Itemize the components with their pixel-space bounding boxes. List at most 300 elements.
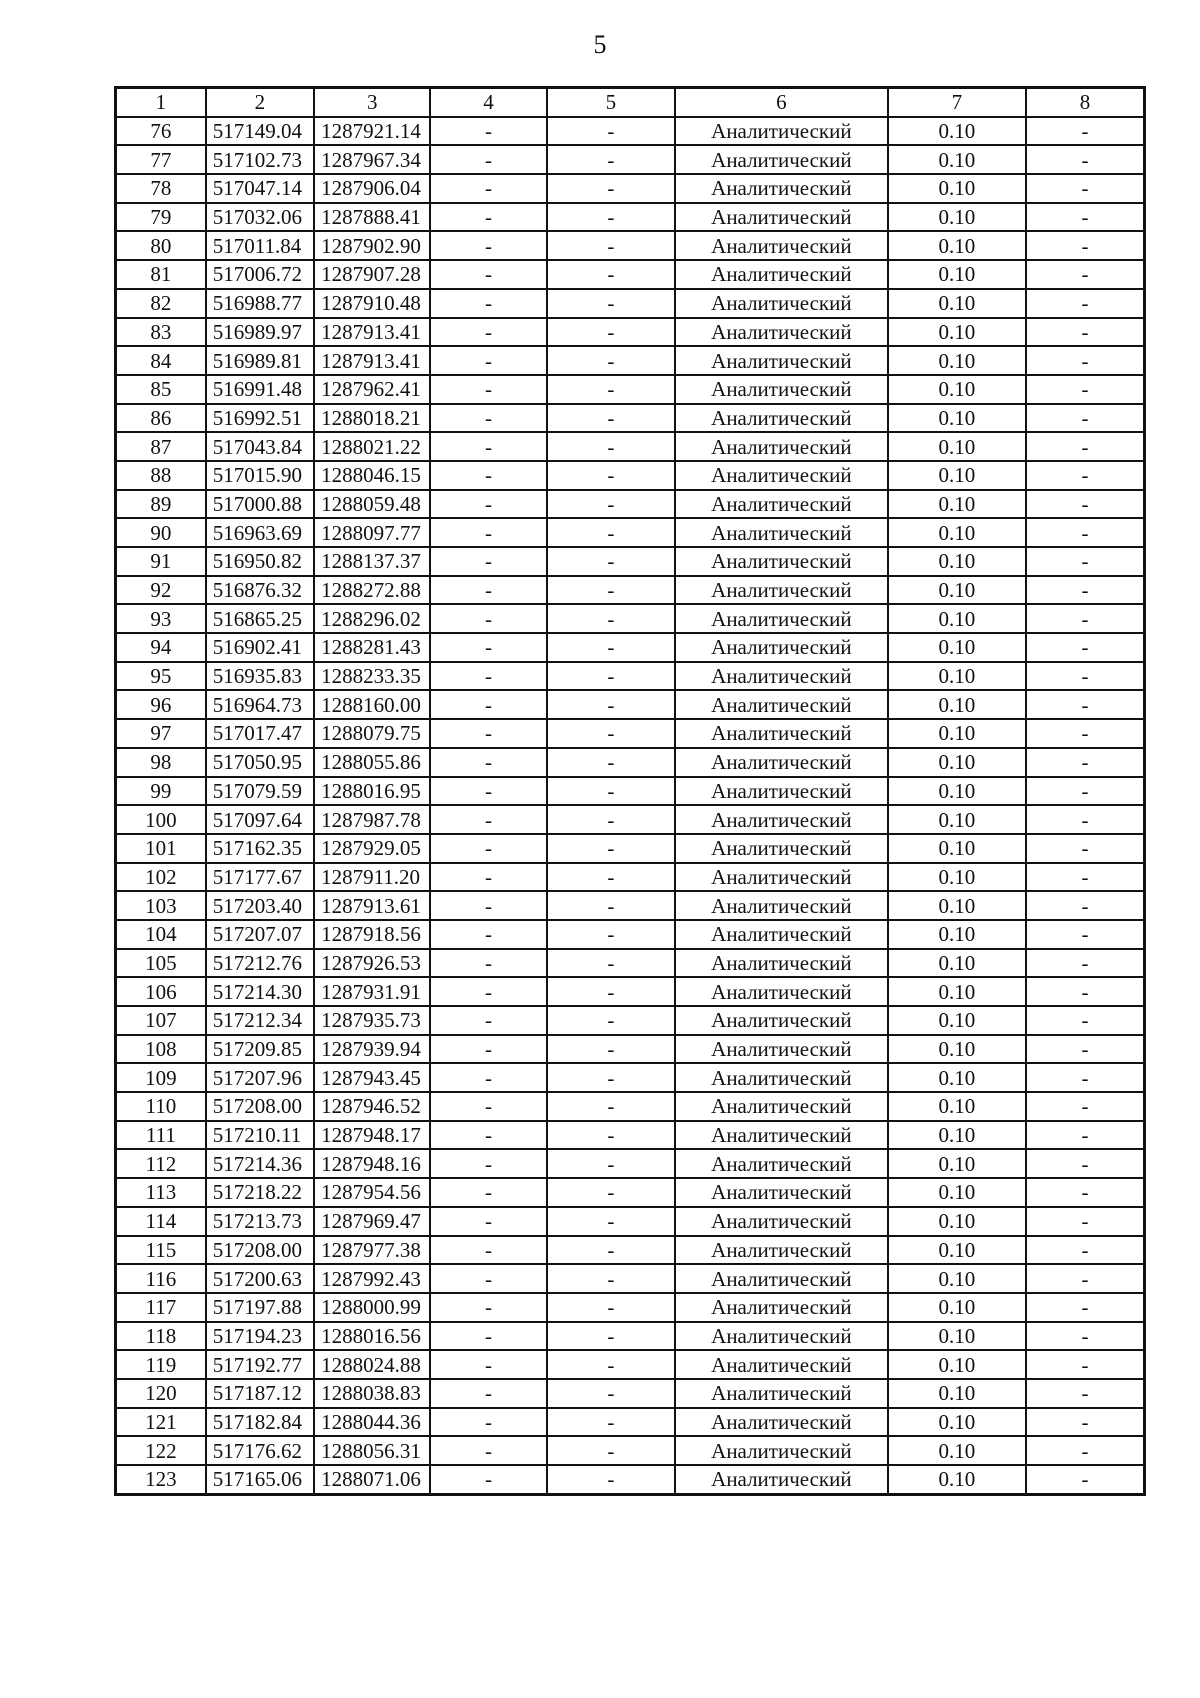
- cell-point-number: 101: [116, 834, 206, 863]
- cell-point-number: 91: [116, 547, 206, 576]
- cell-method: Аналитический: [675, 1379, 888, 1408]
- cell-col-4: -: [430, 1178, 546, 1207]
- cell-point-number: 103: [116, 891, 206, 920]
- cell-accuracy: 0.10: [888, 805, 1026, 834]
- cell-accuracy: 0.10: [888, 375, 1026, 404]
- cell-coord-y: 1288038.83: [314, 1379, 430, 1408]
- cell-coord-y: 1287943.45: [314, 1063, 430, 1092]
- table-row: [116, 891, 1145, 920]
- table-row: [116, 117, 1145, 146]
- table-row: [116, 1149, 1145, 1178]
- table-row: [116, 1264, 1145, 1293]
- cell-col-4: -: [430, 1408, 546, 1437]
- cell-accuracy: 0.10: [888, 318, 1026, 347]
- cell-coord-y: 1287948.16: [314, 1149, 430, 1178]
- table-row: [116, 404, 1145, 433]
- cell-method: Аналитический: [675, 920, 888, 949]
- table-row: [116, 1035, 1145, 1064]
- cell-point-number: 76: [116, 117, 206, 146]
- cell-method: Аналитический: [675, 1207, 888, 1236]
- cell-method: Аналитический: [675, 1121, 888, 1150]
- cell-col-5: -: [547, 461, 675, 490]
- cell-coord-y: 1288024.88: [314, 1350, 430, 1379]
- cell-method: Аналитический: [675, 834, 888, 863]
- cell-accuracy: 0.10: [888, 1379, 1026, 1408]
- cell-accuracy: 0.10: [888, 1207, 1026, 1236]
- cell-accuracy: 0.10: [888, 404, 1026, 433]
- table-row: [116, 690, 1145, 719]
- cell-col-4: -: [430, 289, 546, 318]
- cell-col-8: -: [1026, 662, 1144, 691]
- cell-method: Аналитический: [675, 1236, 888, 1265]
- cell-point-number: 106: [116, 977, 206, 1006]
- table-row: [116, 863, 1145, 892]
- table-row: [116, 662, 1145, 691]
- table-row: [116, 604, 1145, 633]
- cell-coord-x: 517209.85: [206, 1035, 314, 1064]
- cell-coord-x: 516963.69: [206, 518, 314, 547]
- cell-coord-x: 517162.35: [206, 834, 314, 863]
- cell-col-5: -: [547, 633, 675, 662]
- cell-col-5: -: [547, 662, 675, 691]
- cell-coord-x: 517207.96: [206, 1063, 314, 1092]
- table-row: [116, 920, 1145, 949]
- cell-col-5: -: [547, 1035, 675, 1064]
- cell-coord-y: 1288281.43: [314, 633, 430, 662]
- cell-col-8: -: [1026, 1236, 1144, 1265]
- table-row: [116, 1207, 1145, 1236]
- cell-point-number: 123: [116, 1465, 206, 1494]
- cell-coord-y: 1288018.21: [314, 404, 430, 433]
- page-number: 5: [593, 30, 607, 59]
- cell-method: Аналитический: [675, 432, 888, 461]
- cell-col-5: -: [547, 1322, 675, 1351]
- table-row: [116, 1408, 1145, 1437]
- cell-col-4: -: [430, 719, 546, 748]
- cell-point-number: 110: [116, 1092, 206, 1121]
- cell-col-4: -: [430, 1236, 546, 1265]
- table-row: [116, 777, 1145, 806]
- table-row: [116, 1236, 1145, 1265]
- cell-coord-x: 517015.90: [206, 461, 314, 490]
- cell-coord-y: 1287987.78: [314, 805, 430, 834]
- cell-accuracy: 0.10: [888, 547, 1026, 576]
- cell-accuracy: 0.10: [888, 777, 1026, 806]
- table-row: [116, 461, 1145, 490]
- cell-col-5: -: [547, 1149, 675, 1178]
- cell-coord-x: 517194.23: [206, 1322, 314, 1351]
- cell-coord-x: 517050.95: [206, 748, 314, 777]
- cell-accuracy: 0.10: [888, 576, 1026, 605]
- table-row: [116, 1465, 1145, 1494]
- cell-method: Аналитический: [675, 203, 888, 232]
- column-header-6: 6: [675, 88, 888, 117]
- cell-col-5: -: [547, 891, 675, 920]
- cell-accuracy: 0.10: [888, 920, 1026, 949]
- table-row: [116, 1436, 1145, 1465]
- column-header-2: 2: [206, 88, 314, 117]
- cell-col-5: -: [547, 719, 675, 748]
- cell-col-4: -: [430, 1149, 546, 1178]
- cell-col-8: -: [1026, 1408, 1144, 1437]
- cell-coord-y: 1288046.15: [314, 461, 430, 490]
- cell-col-8: -: [1026, 1035, 1144, 1064]
- cell-coord-x: 516935.83: [206, 662, 314, 691]
- cell-col-4: -: [430, 1035, 546, 1064]
- cell-point-number: 97: [116, 719, 206, 748]
- cell-accuracy: 0.10: [888, 117, 1026, 146]
- cell-coord-x: 517200.63: [206, 1264, 314, 1293]
- column-header-1: 1: [116, 88, 206, 117]
- cell-point-number: 85: [116, 375, 206, 404]
- cell-col-8: -: [1026, 1322, 1144, 1351]
- cell-coord-x: 517047.14: [206, 174, 314, 203]
- cell-col-4: -: [430, 1121, 546, 1150]
- cell-coord-y: 1287906.04: [314, 174, 430, 203]
- cell-coord-y: 1287910.48: [314, 289, 430, 318]
- cell-method: Аналитический: [675, 1408, 888, 1437]
- cell-coord-x: 517032.06: [206, 203, 314, 232]
- cell-point-number: 92: [116, 576, 206, 605]
- cell-method: Аналитический: [675, 633, 888, 662]
- cell-coord-x: 517182.84: [206, 1408, 314, 1437]
- cell-col-4: -: [430, 461, 546, 490]
- cell-coord-y: 1287931.91: [314, 977, 430, 1006]
- cell-point-number: 112: [116, 1149, 206, 1178]
- cell-method: Аналитический: [675, 461, 888, 490]
- cell-col-5: -: [547, 920, 675, 949]
- cell-col-4: -: [430, 920, 546, 949]
- cell-coord-y: 1287935.73: [314, 1006, 430, 1035]
- cell-point-number: 93: [116, 604, 206, 633]
- column-header-7: 7: [888, 88, 1026, 117]
- cell-point-number: 118: [116, 1322, 206, 1351]
- cell-method: Аналитический: [675, 375, 888, 404]
- cell-method: Аналитический: [675, 1436, 888, 1465]
- cell-method: Аналитический: [675, 346, 888, 375]
- cell-point-number: 116: [116, 1264, 206, 1293]
- cell-col-4: -: [430, 375, 546, 404]
- cell-col-5: -: [547, 576, 675, 605]
- cell-point-number: 98: [116, 748, 206, 777]
- table-row: [116, 318, 1145, 347]
- cell-method: Аналитический: [675, 231, 888, 260]
- cell-col-4: -: [430, 949, 546, 978]
- cell-accuracy: 0.10: [888, 1063, 1026, 1092]
- cell-col-8: -: [1026, 633, 1144, 662]
- cell-point-number: 84: [116, 346, 206, 375]
- coordinates-table: [114, 86, 1146, 1496]
- cell-point-number: 86: [116, 404, 206, 433]
- cell-col-5: -: [547, 174, 675, 203]
- cell-point-number: 114: [116, 1207, 206, 1236]
- cell-method: Аналитический: [675, 518, 888, 547]
- cell-col-4: -: [430, 117, 546, 146]
- cell-coord-y: 1288059.48: [314, 490, 430, 519]
- cell-col-4: -: [430, 662, 546, 691]
- cell-col-8: -: [1026, 289, 1144, 318]
- table-row: [116, 1178, 1145, 1207]
- cell-coord-y: 1288233.35: [314, 662, 430, 691]
- cell-col-4: -: [430, 863, 546, 892]
- cell-col-5: -: [547, 1465, 675, 1494]
- cell-method: Аналитический: [675, 891, 888, 920]
- table-row: [116, 547, 1145, 576]
- cell-accuracy: 0.10: [888, 1236, 1026, 1265]
- cell-coord-x: 517165.06: [206, 1465, 314, 1494]
- cell-method: Аналитический: [675, 174, 888, 203]
- cell-col-4: -: [430, 346, 546, 375]
- table-row: [116, 1379, 1145, 1408]
- cell-method: Аналитический: [675, 863, 888, 892]
- table-row: [116, 748, 1145, 777]
- cell-col-8: -: [1026, 1436, 1144, 1465]
- cell-method: Аналитический: [675, 1006, 888, 1035]
- cell-col-8: -: [1026, 576, 1144, 605]
- cell-coord-x: 516988.77: [206, 289, 314, 318]
- cell-point-number: 89: [116, 490, 206, 519]
- cell-col-4: -: [430, 891, 546, 920]
- cell-col-8: -: [1026, 690, 1144, 719]
- cell-col-8: -: [1026, 461, 1144, 490]
- cell-coord-x: 517017.47: [206, 719, 314, 748]
- cell-coord-y: 1287939.94: [314, 1035, 430, 1064]
- cell-col-8: -: [1026, 1465, 1144, 1494]
- cell-coord-y: 1287926.53: [314, 949, 430, 978]
- cell-coord-x: 517197.88: [206, 1293, 314, 1322]
- cell-coord-y: 1288016.95: [314, 777, 430, 806]
- cell-coord-y: 1287913.61: [314, 891, 430, 920]
- cell-point-number: 82: [116, 289, 206, 318]
- cell-coord-x: 516876.32: [206, 576, 314, 605]
- cell-col-4: -: [430, 834, 546, 863]
- table-row: [116, 145, 1145, 174]
- cell-coord-x: 517214.36: [206, 1149, 314, 1178]
- cell-col-5: -: [547, 777, 675, 806]
- cell-accuracy: 0.10: [888, 748, 1026, 777]
- cell-col-5: -: [547, 432, 675, 461]
- cell-col-4: -: [430, 318, 546, 347]
- table-row: [116, 518, 1145, 547]
- cell-coord-x: 517212.34: [206, 1006, 314, 1035]
- cell-method: Аналитический: [675, 318, 888, 347]
- table-row: [116, 289, 1145, 318]
- cell-accuracy: 0.10: [888, 977, 1026, 1006]
- cell-col-8: -: [1026, 203, 1144, 232]
- cell-col-4: -: [430, 1207, 546, 1236]
- cell-coord-y: 1287888.41: [314, 203, 430, 232]
- cell-coord-x: 516902.41: [206, 633, 314, 662]
- cell-method: Аналитический: [675, 117, 888, 146]
- cell-accuracy: 0.10: [888, 1149, 1026, 1178]
- cell-coord-x: 517192.77: [206, 1350, 314, 1379]
- cell-method: Аналитический: [675, 1293, 888, 1322]
- cell-coord-y: 1288021.22: [314, 432, 430, 461]
- cell-coord-y: 1287948.17: [314, 1121, 430, 1150]
- cell-coord-x: 516964.73: [206, 690, 314, 719]
- cell-col-8: -: [1026, 375, 1144, 404]
- cell-col-8: -: [1026, 231, 1144, 260]
- table-row: [116, 490, 1145, 519]
- cell-col-5: -: [547, 203, 675, 232]
- cell-col-5: -: [547, 1092, 675, 1121]
- cell-col-4: -: [430, 1063, 546, 1092]
- cell-method: Аналитический: [675, 145, 888, 174]
- cell-coord-y: 1287967.34: [314, 145, 430, 174]
- cell-col-4: -: [430, 805, 546, 834]
- cell-coord-x: 517006.72: [206, 260, 314, 289]
- cell-accuracy: 0.10: [888, 432, 1026, 461]
- cell-col-5: -: [547, 863, 675, 892]
- cell-col-8: -: [1026, 719, 1144, 748]
- cell-coord-x: 517177.67: [206, 863, 314, 892]
- table-row: [116, 231, 1145, 260]
- cell-col-5: -: [547, 346, 675, 375]
- table-row: [116, 576, 1145, 605]
- cell-col-5: -: [547, 690, 675, 719]
- cell-col-4: -: [430, 1264, 546, 1293]
- cell-point-number: 109: [116, 1063, 206, 1092]
- table-row: [116, 1092, 1145, 1121]
- table-row: [116, 1006, 1145, 1035]
- cell-point-number: 87: [116, 432, 206, 461]
- cell-coord-x: 516991.48: [206, 375, 314, 404]
- cell-col-8: -: [1026, 145, 1144, 174]
- cell-col-5: -: [547, 1178, 675, 1207]
- cell-method: Аналитический: [675, 1149, 888, 1178]
- cell-method: Аналитический: [675, 748, 888, 777]
- cell-col-4: -: [430, 977, 546, 1006]
- cell-col-4: -: [430, 690, 546, 719]
- cell-col-5: -: [547, 404, 675, 433]
- cell-col-8: -: [1026, 748, 1144, 777]
- cell-point-number: 95: [116, 662, 206, 691]
- cell-col-8: -: [1026, 920, 1144, 949]
- cell-coord-x: 517079.59: [206, 777, 314, 806]
- cell-method: Аналитический: [675, 1350, 888, 1379]
- cell-accuracy: 0.10: [888, 461, 1026, 490]
- cell-col-5: -: [547, 375, 675, 404]
- cell-coord-y: 1287921.14: [314, 117, 430, 146]
- cell-coord-x: 517011.84: [206, 231, 314, 260]
- cell-point-number: 119: [116, 1350, 206, 1379]
- cell-col-5: -: [547, 260, 675, 289]
- cell-coord-y: 1288056.31: [314, 1436, 430, 1465]
- cell-coord-y: 1287902.90: [314, 231, 430, 260]
- cell-col-5: -: [547, 231, 675, 260]
- cell-method: Аналитический: [675, 805, 888, 834]
- cell-method: Аналитический: [675, 1465, 888, 1494]
- cell-col-8: -: [1026, 346, 1144, 375]
- cell-col-5: -: [547, 518, 675, 547]
- cell-method: Аналитический: [675, 1035, 888, 1064]
- cell-col-8: -: [1026, 518, 1144, 547]
- cell-col-4: -: [430, 1006, 546, 1035]
- cell-col-5: -: [547, 977, 675, 1006]
- cell-point-number: 117: [116, 1293, 206, 1322]
- cell-col-8: -: [1026, 432, 1144, 461]
- cell-point-number: 115: [116, 1236, 206, 1265]
- cell-accuracy: 0.10: [888, 863, 1026, 892]
- cell-point-number: 99: [116, 777, 206, 806]
- cell-col-8: -: [1026, 1207, 1144, 1236]
- cell-accuracy: 0.10: [888, 1178, 1026, 1207]
- cell-point-number: 113: [116, 1178, 206, 1207]
- cell-col-5: -: [547, 1264, 675, 1293]
- cell-accuracy: 0.10: [888, 145, 1026, 174]
- cell-method: Аналитический: [675, 949, 888, 978]
- column-header-5: 5: [547, 88, 675, 117]
- cell-coord-y: 1288272.88: [314, 576, 430, 605]
- cell-accuracy: 0.10: [888, 1121, 1026, 1150]
- cell-accuracy: 0.10: [888, 203, 1026, 232]
- cell-method: Аналитический: [675, 1178, 888, 1207]
- cell-col-5: -: [547, 490, 675, 519]
- cell-point-number: 108: [116, 1035, 206, 1064]
- cell-point-number: 111: [116, 1121, 206, 1150]
- cell-col-8: -: [1026, 863, 1144, 892]
- cell-coord-x: 516950.82: [206, 547, 314, 576]
- cell-accuracy: 0.10: [888, 662, 1026, 691]
- table-row: [116, 805, 1145, 834]
- cell-col-8: -: [1026, 1149, 1144, 1178]
- cell-point-number: 107: [116, 1006, 206, 1035]
- cell-accuracy: 0.10: [888, 1408, 1026, 1437]
- cell-col-5: -: [547, 289, 675, 318]
- cell-accuracy: 0.10: [888, 1293, 1026, 1322]
- cell-coord-x: 516989.81: [206, 346, 314, 375]
- cell-coord-y: 1287962.41: [314, 375, 430, 404]
- cell-method: Аналитический: [675, 547, 888, 576]
- cell-col-4: -: [430, 490, 546, 519]
- cell-coord-y: 1287911.20: [314, 863, 430, 892]
- cell-method: Аналитический: [675, 1092, 888, 1121]
- cell-method: Аналитический: [675, 404, 888, 433]
- table-row: [116, 346, 1145, 375]
- cell-point-number: 120: [116, 1379, 206, 1408]
- cell-method: Аналитический: [675, 719, 888, 748]
- cell-col-5: -: [547, 1293, 675, 1322]
- table-row: [116, 1350, 1145, 1379]
- cell-col-8: -: [1026, 404, 1144, 433]
- cell-accuracy: 0.10: [888, 1350, 1026, 1379]
- cell-col-4: -: [430, 547, 546, 576]
- cell-col-4: -: [430, 432, 546, 461]
- cell-coord-x: 516989.97: [206, 318, 314, 347]
- cell-coord-x: 517187.12: [206, 1379, 314, 1408]
- cell-coord-x: 517176.62: [206, 1436, 314, 1465]
- cell-accuracy: 0.10: [888, 490, 1026, 519]
- cell-col-5: -: [547, 1207, 675, 1236]
- cell-coord-y: 1288055.86: [314, 748, 430, 777]
- cell-point-number: 90: [116, 518, 206, 547]
- cell-point-number: 102: [116, 863, 206, 892]
- cell-col-4: -: [430, 1465, 546, 1494]
- cell-accuracy: 0.10: [888, 518, 1026, 547]
- table-row: [116, 1293, 1145, 1322]
- cell-col-4: -: [430, 1293, 546, 1322]
- cell-col-8: -: [1026, 977, 1144, 1006]
- cell-coord-y: 1288079.75: [314, 719, 430, 748]
- cell-coord-x: 517208.00: [206, 1092, 314, 1121]
- cell-coord-x: 516865.25: [206, 604, 314, 633]
- cell-col-5: -: [547, 604, 675, 633]
- cell-col-4: -: [430, 576, 546, 605]
- table-row: [116, 1063, 1145, 1092]
- cell-col-5: -: [547, 1121, 675, 1150]
- cell-col-8: -: [1026, 1379, 1144, 1408]
- cell-col-8: -: [1026, 1264, 1144, 1293]
